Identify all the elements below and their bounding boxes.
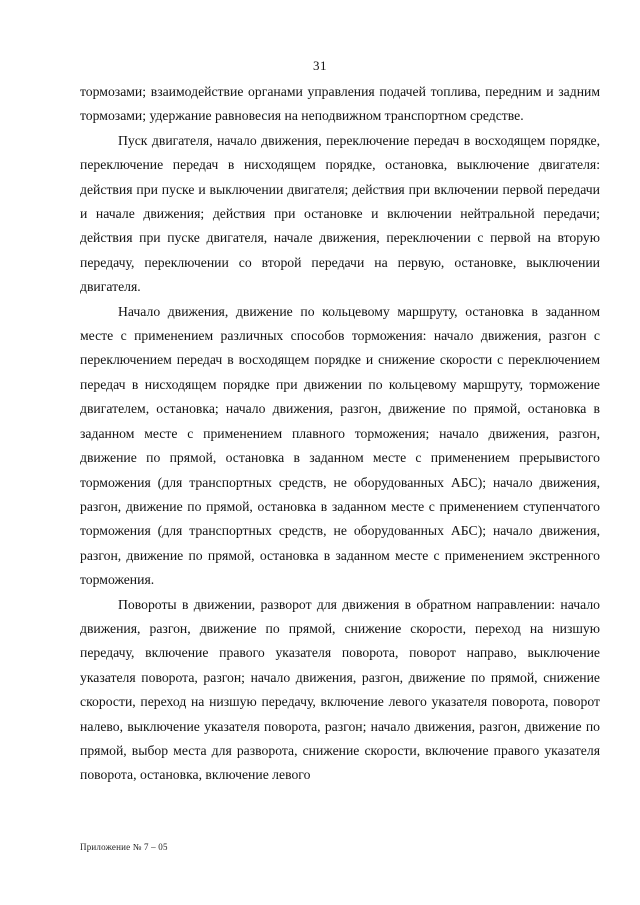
- paragraph-1: тормозами; взаимодействие органами управления подачей топлива, передним и задним тормозами; удержание равновесия на неподвижном транспортном средстве.: [80, 84, 600, 124]
- paragraph-4: Повороты в движении, разворот для движения в обратном направлении: начало движения, разгон, движение по прямой, снижение скорости, переход на низшую передачу, включение правого указателя поворота, поворот направо, выключение указателя поворота, разгон; начало движения, разгон, движение по прямой, снижение скорости, переход на низшую передачу, включение левого указателя поворота, поворот налево, выключение указателя поворота, разгон; начало движения, разгон, движение по прямой, выбор места для разворота, снижение скорости, включение правого указателя поворота, остановка, включение левого: [80, 596, 600, 783]
- paragraph-2: Пуск двигателя, начало движения, переключение передач в восходящем порядке, переключение передач в нисходящем порядке, остановка, выключение двигателя: действия при пуске и выключении двигателя; действия при включении первой передачи и начале движения; действия при остановке и включении нейтральной передачи; действия при пуске двигателя, начале движения, переключении с первой на вторую передачу, переключении со второй передачи на первую, остановке, выключении двигателя.: [80, 132, 600, 295]
- page-number: 31: [313, 58, 327, 73]
- body-text: [80, 80, 600, 788]
- paragraph-3: Начало движения, движение по кольцевому маршруту, остановка в заданном месте с применением различных способов торможения: начало движения, разгон с переключением передач в восходящем порядке и снижение скорости с переключением передач в нисходящем порядке при движении по кольцевому маршруту, торможение двигателем, остановка; начало движения, разгон, движение по прямой, остановка в заданном месте с применением плавного торможения; начало движения, разгон, движение по прямой, остановка в заданном месте с применением прерывистого торможения (для транспортных средств, не оборудованных АБС); начало движения, разгон, движение по прямой, остановка в заданном месте с применением ступенчатого торможения (для транспортных средств, не оборудованных АБС); начало движения, разгон, движение по прямой, остановка в заданном месте с применением экстренного торможения.: [80, 303, 600, 588]
- footer-note: Приложение № 7 – 05: [80, 842, 168, 852]
